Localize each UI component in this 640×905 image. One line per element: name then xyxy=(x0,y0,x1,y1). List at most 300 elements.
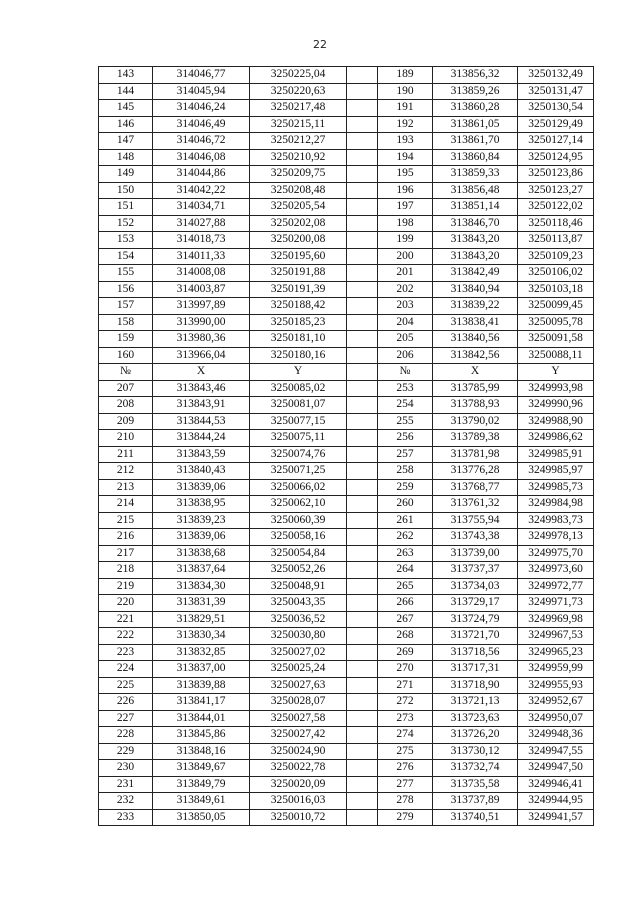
table-row xyxy=(99,314,594,331)
spacer-cell xyxy=(347,380,378,397)
point-number: 231 xyxy=(99,776,153,793)
x-coordinate: 313843,59 xyxy=(153,446,250,463)
x-coordinate: 313839,23 xyxy=(153,512,250,529)
point-number: 269 xyxy=(378,644,433,661)
point-number: 197 xyxy=(378,199,433,216)
y-coordinate: 3250205,54 xyxy=(250,199,347,216)
x-coordinate: 313789,38 xyxy=(433,430,518,447)
table-row xyxy=(99,215,594,232)
spacer-cell xyxy=(347,265,378,282)
y-coordinate: 3250088,11 xyxy=(518,347,594,364)
point-number: 230 xyxy=(99,760,153,777)
point-number: 155 xyxy=(99,265,153,282)
x-coordinate: 313844,53 xyxy=(153,413,250,430)
point-number: 267 xyxy=(378,611,433,628)
point-number: 258 xyxy=(378,463,433,480)
x-coordinate: 314042,22 xyxy=(153,182,250,199)
y-coordinate: 3250054,84 xyxy=(250,545,347,562)
header-number: № xyxy=(378,364,433,381)
table-row xyxy=(99,545,594,562)
y-coordinate: 3250030,80 xyxy=(250,628,347,645)
y-coordinate: 3250036,52 xyxy=(250,611,347,628)
point-number: 158 xyxy=(99,314,153,331)
point-number: 196 xyxy=(378,182,433,199)
y-coordinate: 3250027,42 xyxy=(250,727,347,744)
x-coordinate: 313830,34 xyxy=(153,628,250,645)
point-number: 145 xyxy=(99,100,153,117)
spacer-cell xyxy=(347,430,378,447)
y-coordinate: 3249946,41 xyxy=(518,776,594,793)
y-coordinate: 3249985,91 xyxy=(518,446,594,463)
point-number: 223 xyxy=(99,644,153,661)
table-row xyxy=(99,281,594,298)
y-coordinate: 3250208,48 xyxy=(250,182,347,199)
table-row xyxy=(99,743,594,760)
point-number: 228 xyxy=(99,727,153,744)
x-coordinate: 313788,93 xyxy=(433,397,518,414)
x-coordinate: 313839,06 xyxy=(153,479,250,496)
spacer-cell xyxy=(347,364,378,381)
spacer-cell xyxy=(347,661,378,678)
point-number: 213 xyxy=(99,479,153,496)
point-number: 222 xyxy=(99,628,153,645)
y-coordinate: 3250052,26 xyxy=(250,562,347,579)
y-coordinate: 3250209,75 xyxy=(250,166,347,183)
y-coordinate: 3249950,07 xyxy=(518,710,594,727)
x-coordinate: 313831,39 xyxy=(153,595,250,612)
y-coordinate: 3250103,18 xyxy=(518,281,594,298)
point-number: 262 xyxy=(378,529,433,546)
point-number: 146 xyxy=(99,116,153,133)
y-coordinate: 3250043,35 xyxy=(250,595,347,612)
spacer-cell xyxy=(347,67,378,84)
y-coordinate: 3249959,99 xyxy=(518,661,594,678)
point-number: 266 xyxy=(378,595,433,612)
table-row xyxy=(99,463,594,480)
x-coordinate: 313723,63 xyxy=(433,710,518,727)
point-number: 190 xyxy=(378,83,433,100)
x-coordinate: 313838,95 xyxy=(153,496,250,513)
x-coordinate: 314034,71 xyxy=(153,199,250,216)
table-row xyxy=(99,446,594,463)
point-number: 233 xyxy=(99,809,153,826)
y-coordinate: 3249973,60 xyxy=(518,562,594,579)
x-coordinate: 313990,00 xyxy=(153,314,250,331)
table-row xyxy=(99,347,594,364)
x-coordinate: 313843,46 xyxy=(153,380,250,397)
x-coordinate: 313856,32 xyxy=(433,67,518,84)
y-coordinate: 3249947,50 xyxy=(518,760,594,777)
point-number: 160 xyxy=(99,347,153,364)
spacer-cell xyxy=(347,149,378,166)
y-coordinate: 3249944,95 xyxy=(518,793,594,810)
x-coordinate: 313829,51 xyxy=(153,611,250,628)
y-coordinate: 3250027,02 xyxy=(250,644,347,661)
x-coordinate: 313861,70 xyxy=(433,133,518,150)
point-number: 149 xyxy=(99,166,153,183)
table-row xyxy=(99,133,594,150)
y-coordinate: 3250215,11 xyxy=(250,116,347,133)
point-number: 207 xyxy=(99,380,153,397)
point-number: 193 xyxy=(378,133,433,150)
y-coordinate: 3249965,23 xyxy=(518,644,594,661)
point-number: 198 xyxy=(378,215,433,232)
point-number: 221 xyxy=(99,611,153,628)
y-coordinate: 3250048,91 xyxy=(250,578,347,595)
x-coordinate: 314046,49 xyxy=(153,116,250,133)
point-number: 274 xyxy=(378,727,433,744)
spacer-cell xyxy=(347,677,378,694)
point-number: 261 xyxy=(378,512,433,529)
point-number: 259 xyxy=(378,479,433,496)
spacer-cell xyxy=(347,463,378,480)
x-coordinate: 313843,20 xyxy=(433,248,518,265)
point-number: 151 xyxy=(99,199,153,216)
y-coordinate: 3250020,09 xyxy=(250,776,347,793)
x-coordinate: 313840,56 xyxy=(433,331,518,348)
table-row xyxy=(99,232,594,249)
table-row xyxy=(99,479,594,496)
x-coordinate: 313735,58 xyxy=(433,776,518,793)
y-coordinate: 3250118,46 xyxy=(518,215,594,232)
point-number: 264 xyxy=(378,562,433,579)
x-coordinate: 313859,33 xyxy=(433,166,518,183)
y-coordinate: 3249978,13 xyxy=(518,529,594,546)
x-coordinate: 314011,33 xyxy=(153,248,250,265)
y-coordinate: 3250185,23 xyxy=(250,314,347,331)
x-coordinate: 313761,32 xyxy=(433,496,518,513)
y-coordinate: 3250191,39 xyxy=(250,281,347,298)
table-row xyxy=(99,694,594,711)
y-coordinate: 3250085,02 xyxy=(250,380,347,397)
y-coordinate: 3250200,08 xyxy=(250,232,347,249)
table-row xyxy=(99,331,594,348)
point-number: 152 xyxy=(99,215,153,232)
point-number: 210 xyxy=(99,430,153,447)
column-header-row xyxy=(99,364,594,381)
point-number: 268 xyxy=(378,628,433,645)
y-coordinate: 3250095,78 xyxy=(518,314,594,331)
point-number: 191 xyxy=(378,100,433,117)
spacer-cell xyxy=(347,512,378,529)
point-number: 263 xyxy=(378,545,433,562)
spacer-cell xyxy=(347,248,378,265)
point-number: 216 xyxy=(99,529,153,546)
x-coordinate: 313848,16 xyxy=(153,743,250,760)
point-number: 189 xyxy=(378,67,433,84)
point-number: 229 xyxy=(99,743,153,760)
spacer-cell xyxy=(347,595,378,612)
table-row xyxy=(99,166,594,183)
spacer-cell xyxy=(347,694,378,711)
point-number: 217 xyxy=(99,545,153,562)
y-coordinate: 3250123,86 xyxy=(518,166,594,183)
x-coordinate: 313843,20 xyxy=(433,232,518,249)
point-number: 225 xyxy=(99,677,153,694)
y-coordinate: 3250025,24 xyxy=(250,661,347,678)
point-number: 219 xyxy=(99,578,153,595)
spacer-cell xyxy=(347,182,378,199)
table-row xyxy=(99,562,594,579)
y-coordinate: 3250024,90 xyxy=(250,743,347,760)
y-coordinate: 3250010,72 xyxy=(250,809,347,826)
x-coordinate: 313832,85 xyxy=(153,644,250,661)
y-coordinate: 3250129,49 xyxy=(518,116,594,133)
table-row xyxy=(99,595,594,612)
x-coordinate: 313851,14 xyxy=(433,199,518,216)
x-coordinate: 313730,12 xyxy=(433,743,518,760)
coordinates-table-body xyxy=(99,67,594,826)
spacer-cell xyxy=(347,710,378,727)
x-coordinate: 313737,89 xyxy=(433,793,518,810)
spacer-cell xyxy=(347,133,378,150)
table-row xyxy=(99,380,594,397)
table-row xyxy=(99,413,594,430)
x-coordinate: 313737,37 xyxy=(433,562,518,579)
spacer-cell xyxy=(347,644,378,661)
point-number: 277 xyxy=(378,776,433,793)
x-coordinate: 314018,73 xyxy=(153,232,250,249)
spacer-cell xyxy=(347,545,378,562)
x-coordinate: 313718,90 xyxy=(433,677,518,694)
table-row xyxy=(99,83,594,100)
point-number: 202 xyxy=(378,281,433,298)
x-coordinate: 313844,24 xyxy=(153,430,250,447)
y-coordinate: 3250132,49 xyxy=(518,67,594,84)
point-number: 212 xyxy=(99,463,153,480)
y-coordinate: 3250220,63 xyxy=(250,83,347,100)
y-coordinate: 3249948,36 xyxy=(518,727,594,744)
spacer-cell xyxy=(347,446,378,463)
y-coordinate: 3250022,78 xyxy=(250,760,347,777)
x-coordinate: 314044,86 xyxy=(153,166,250,183)
x-coordinate: 314046,77 xyxy=(153,67,250,84)
point-number: 265 xyxy=(378,578,433,595)
x-coordinate: 313729,17 xyxy=(433,595,518,612)
spacer-cell xyxy=(347,496,378,513)
x-coordinate: 313861,05 xyxy=(433,116,518,133)
point-number: 214 xyxy=(99,496,153,513)
header-x: X xyxy=(433,364,518,381)
spacer-cell xyxy=(347,232,378,249)
y-coordinate: 3250191,88 xyxy=(250,265,347,282)
point-number: 148 xyxy=(99,149,153,166)
x-coordinate: 313740,51 xyxy=(433,809,518,826)
point-number: 278 xyxy=(378,793,433,810)
spacer-cell xyxy=(347,529,378,546)
point-number: 272 xyxy=(378,694,433,711)
table-row xyxy=(99,529,594,546)
table-row xyxy=(99,298,594,315)
spacer-cell xyxy=(347,479,378,496)
y-coordinate: 3250113,87 xyxy=(518,232,594,249)
table-row xyxy=(99,776,594,793)
y-coordinate: 3250066,02 xyxy=(250,479,347,496)
y-coordinate: 3249993,98 xyxy=(518,380,594,397)
point-number: 150 xyxy=(99,182,153,199)
y-coordinate: 3250058,16 xyxy=(250,529,347,546)
point-number: 273 xyxy=(378,710,433,727)
point-number: 156 xyxy=(99,281,153,298)
y-coordinate: 3250109,23 xyxy=(518,248,594,265)
point-number: 257 xyxy=(378,446,433,463)
spacer-cell xyxy=(347,743,378,760)
table-row xyxy=(99,628,594,645)
y-coordinate: 3250091,58 xyxy=(518,331,594,348)
spacer-cell xyxy=(347,628,378,645)
spacer-cell xyxy=(347,116,378,133)
spacer-cell xyxy=(347,83,378,100)
spacer-cell xyxy=(347,413,378,430)
y-coordinate: 3249969,98 xyxy=(518,611,594,628)
point-number: 276 xyxy=(378,760,433,777)
header-y: Y xyxy=(250,364,347,381)
table-row xyxy=(99,793,594,810)
x-coordinate: 313997,89 xyxy=(153,298,250,315)
y-coordinate: 3250074,76 xyxy=(250,446,347,463)
point-number: 255 xyxy=(378,413,433,430)
y-coordinate: 3250180,16 xyxy=(250,347,347,364)
x-coordinate: 313841,17 xyxy=(153,694,250,711)
x-coordinate: 313846,70 xyxy=(433,215,518,232)
y-coordinate: 3250081,07 xyxy=(250,397,347,414)
point-number: 147 xyxy=(99,133,153,150)
point-number: 206 xyxy=(378,347,433,364)
y-coordinate: 3250099,45 xyxy=(518,298,594,315)
point-number: 200 xyxy=(378,248,433,265)
point-number: 275 xyxy=(378,743,433,760)
x-coordinate: 314008,08 xyxy=(153,265,250,282)
point-number: 254 xyxy=(378,397,433,414)
x-coordinate: 314046,08 xyxy=(153,149,250,166)
x-coordinate: 313734,03 xyxy=(433,578,518,595)
point-number: 270 xyxy=(378,661,433,678)
y-coordinate: 3250131,47 xyxy=(518,83,594,100)
point-number: 153 xyxy=(99,232,153,249)
table-row xyxy=(99,182,594,199)
table-row xyxy=(99,611,594,628)
x-coordinate: 313726,20 xyxy=(433,727,518,744)
table-row xyxy=(99,727,594,744)
x-coordinate: 313860,28 xyxy=(433,100,518,117)
y-coordinate: 3250016,03 xyxy=(250,793,347,810)
coordinates-table xyxy=(98,66,594,826)
x-coordinate: 313859,26 xyxy=(433,83,518,100)
table-row xyxy=(99,809,594,826)
y-coordinate: 3250027,58 xyxy=(250,710,347,727)
y-coordinate: 3249947,55 xyxy=(518,743,594,760)
x-coordinate: 314027,88 xyxy=(153,215,250,232)
x-coordinate: 313721,13 xyxy=(433,694,518,711)
y-coordinate: 3249985,97 xyxy=(518,463,594,480)
y-coordinate: 3249941,57 xyxy=(518,809,594,826)
table-row xyxy=(99,760,594,777)
y-coordinate: 3250075,11 xyxy=(250,430,347,447)
point-number: 220 xyxy=(99,595,153,612)
spacer-cell xyxy=(347,298,378,315)
y-coordinate: 3250106,02 xyxy=(518,265,594,282)
y-coordinate: 3250130,54 xyxy=(518,100,594,117)
x-coordinate: 313768,77 xyxy=(433,479,518,496)
y-coordinate: 3249986,62 xyxy=(518,430,594,447)
table-row xyxy=(99,644,594,661)
y-coordinate: 3250202,08 xyxy=(250,215,347,232)
spacer-cell xyxy=(347,347,378,364)
point-number: 260 xyxy=(378,496,433,513)
header-x: X xyxy=(153,364,250,381)
y-coordinate: 3250077,15 xyxy=(250,413,347,430)
point-number: 227 xyxy=(99,710,153,727)
x-coordinate: 314003,87 xyxy=(153,281,250,298)
y-coordinate: 3250188,42 xyxy=(250,298,347,315)
y-coordinate: 3249975,70 xyxy=(518,545,594,562)
spacer-cell xyxy=(347,100,378,117)
point-number: 144 xyxy=(99,83,153,100)
point-number: 199 xyxy=(378,232,433,249)
x-coordinate: 313755,94 xyxy=(433,512,518,529)
x-coordinate: 313785,99 xyxy=(433,380,518,397)
spacer-cell xyxy=(347,281,378,298)
x-coordinate: 313838,41 xyxy=(433,314,518,331)
page-number: 22 xyxy=(313,38,327,51)
x-coordinate: 313843,91 xyxy=(153,397,250,414)
x-coordinate: 313849,67 xyxy=(153,760,250,777)
x-coordinate: 313840,43 xyxy=(153,463,250,480)
y-coordinate: 3250195,60 xyxy=(250,248,347,265)
table-row xyxy=(99,496,594,513)
spacer-cell xyxy=(347,578,378,595)
x-coordinate: 313732,74 xyxy=(433,760,518,777)
spacer-cell xyxy=(347,776,378,793)
table-row xyxy=(99,100,594,117)
table-row xyxy=(99,677,594,694)
x-coordinate: 313717,31 xyxy=(433,661,518,678)
x-coordinate: 313739,00 xyxy=(433,545,518,562)
point-number: 159 xyxy=(99,331,153,348)
x-coordinate: 313790,02 xyxy=(433,413,518,430)
x-coordinate: 313966,04 xyxy=(153,347,250,364)
spacer-cell xyxy=(347,611,378,628)
x-coordinate: 313840,94 xyxy=(433,281,518,298)
table-row xyxy=(99,248,594,265)
x-coordinate: 313849,61 xyxy=(153,793,250,810)
spacer-cell xyxy=(347,215,378,232)
x-coordinate: 313718,56 xyxy=(433,644,518,661)
y-coordinate: 3250217,48 xyxy=(250,100,347,117)
point-number: 232 xyxy=(99,793,153,810)
table-row xyxy=(99,67,594,84)
table-row xyxy=(99,265,594,282)
y-coordinate: 3250123,27 xyxy=(518,182,594,199)
table-row xyxy=(99,149,594,166)
table-row xyxy=(99,710,594,727)
y-coordinate: 3250210,92 xyxy=(250,149,347,166)
y-coordinate: 3250028,07 xyxy=(250,694,347,711)
y-coordinate: 3250181,10 xyxy=(250,331,347,348)
y-coordinate: 3250122,02 xyxy=(518,199,594,216)
x-coordinate: 313776,28 xyxy=(433,463,518,480)
point-number: 218 xyxy=(99,562,153,579)
y-coordinate: 3249990,96 xyxy=(518,397,594,414)
y-coordinate: 3249952,67 xyxy=(518,694,594,711)
x-coordinate: 313839,22 xyxy=(433,298,518,315)
spacer-cell xyxy=(347,331,378,348)
point-number: 256 xyxy=(378,430,433,447)
x-coordinate: 313860,84 xyxy=(433,149,518,166)
point-number: 209 xyxy=(99,413,153,430)
x-coordinate: 313838,68 xyxy=(153,545,250,562)
x-coordinate: 313850,05 xyxy=(153,809,250,826)
